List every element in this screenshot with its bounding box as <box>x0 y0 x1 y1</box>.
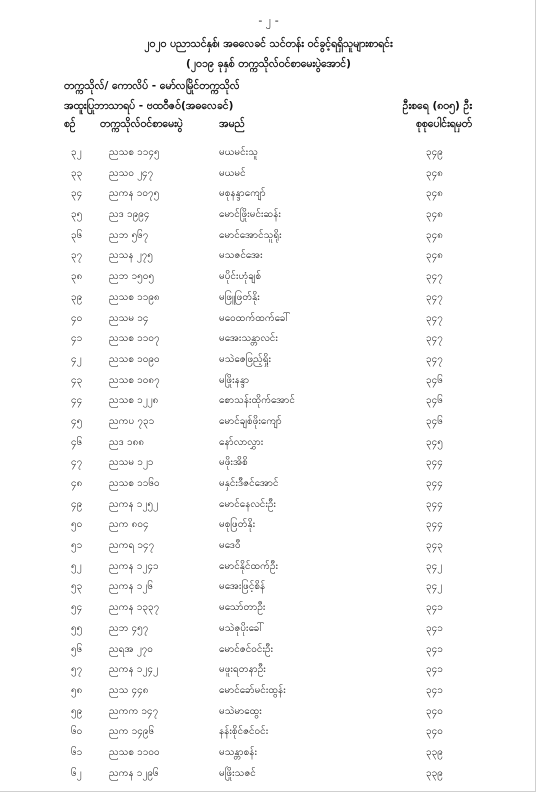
row-number: ၄၄ <box>71 395 83 407</box>
table-row <box>0 556 537 577</box>
student-name: မောင်ဇင်ဝင်းဦး <box>219 643 274 655</box>
roll-number: ညကန ၁၃၃၇ <box>109 602 160 614</box>
table-row <box>0 163 537 184</box>
row-number: ၄၇ <box>71 457 83 469</box>
row-number: ၄၁ <box>71 333 83 345</box>
total-score: ၃၄၄ <box>426 478 443 489</box>
results-table <box>0 142 537 783</box>
total-score: ၃၃၉ <box>426 767 443 779</box>
student-name: မောင်ဖြိုးမင်းဆန်း <box>219 209 281 221</box>
student-name: မသဲမာထွေး <box>219 705 262 717</box>
total-count-header: ဦးစရေ (၈၀၅) ဦး <box>402 100 472 112</box>
table-row <box>0 432 537 453</box>
row-number: ၅၄ <box>71 602 83 614</box>
row-number: ၃၇ <box>71 250 83 262</box>
student-name: မစုဖြတ်နိုး <box>219 519 256 531</box>
row-number: ၆၁ <box>71 746 83 758</box>
roll-number: ညကန ၁၂၆ <box>109 581 153 593</box>
student-name: မောင်အောင်သူရိုး <box>219 229 282 241</box>
total-score: ၃၄၁ <box>426 602 443 614</box>
total-score: ၃၄၁ <box>426 643 443 655</box>
table-row <box>0 390 537 411</box>
row-number: ၅၀ <box>71 519 83 531</box>
roll-number: ညသဝ ၂၄၇ <box>109 167 154 179</box>
row-number: ၃၈ <box>71 271 83 283</box>
table-row <box>0 349 537 370</box>
total-score: ၃၄၂ <box>426 560 443 572</box>
student-name: မောင်နိုင်ထက်ဦး <box>219 560 279 572</box>
table-row <box>0 183 537 204</box>
total-score: ၃၄၈ <box>426 229 443 241</box>
row-number: ၄၂ <box>71 353 82 365</box>
row-number: ၅၈ <box>71 684 83 696</box>
total-score: ၃၄၇ <box>426 271 443 283</box>
total-score: ၃၄၄ <box>426 457 443 469</box>
total-score: ၃၄၈ <box>426 188 443 200</box>
table-row <box>0 535 537 556</box>
roll-number: ညဘ ၁၅၀၅ <box>109 271 154 283</box>
table-row <box>0 308 537 329</box>
total-score: ၃၄၀ <box>426 705 443 717</box>
row-number: ၃၅ <box>71 209 83 221</box>
total-score: ၃၄၂ <box>426 581 443 593</box>
student-name: နော်လာလွှား <box>219 436 264 448</box>
roll-number: ညသစ ၁၁၀၇ <box>109 333 160 345</box>
row-number: ၅၃ <box>71 581 83 593</box>
roll-number: ညကန ၁၂၅၂ <box>109 498 158 510</box>
roll-number: ညရအ ၂၇၀ <box>109 643 153 655</box>
no-column-header: စဉ် <box>64 118 76 130</box>
roll-number: ညသမ ၁၂၁ <box>109 457 154 469</box>
row-number: ၄၆ <box>71 436 83 448</box>
table-row <box>0 287 537 308</box>
student-name: မဖြိုးနန္ဒာ <box>219 374 250 386</box>
row-number: ၃၃ <box>71 167 83 179</box>
row-number: ၄၈ <box>71 478 83 489</box>
student-name: မောင်ခော်မင်းထွန်း <box>219 684 286 696</box>
student-name: မသန္တာစန်း <box>219 746 257 758</box>
student-name: မနှင်းဒီဇင်အောင် <box>219 478 279 489</box>
table-row <box>0 411 537 432</box>
roll-number: ညသစ ၁၁၀၀ <box>109 746 160 758</box>
total-score: ၃၄၈ <box>426 209 443 221</box>
student-name: မသဲဇေဖြည့်ရှိုး <box>219 353 272 365</box>
table-row <box>0 659 537 680</box>
page-number: - ၂ - <box>258 14 279 27</box>
table-row <box>0 680 537 701</box>
student-name: မသဲဇုပိုးခေါ် <box>219 622 264 634</box>
total-score: ၃၄၇ <box>426 333 443 345</box>
roll-number: ညကက ၁၄၇ <box>109 705 159 717</box>
roll-number: ညသန ၂၇၅ <box>109 250 153 262</box>
roll-number: ညက ၈၀၄ <box>109 519 149 531</box>
total-score: ၃၄၈ <box>426 167 443 179</box>
student-name: မစုနန္ဒာကျော် <box>219 188 266 200</box>
roll-number: ညသစ ၁၁၉၈ <box>109 291 160 303</box>
table-row <box>0 142 537 163</box>
roll-number: ညဒ ၁၈၈ <box>109 436 145 448</box>
row-number: ၃၂ <box>71 147 82 158</box>
table-row <box>0 204 537 225</box>
row-number: ၃၉ <box>71 291 83 303</box>
roll-number: ညကန ၁၂၉၆ <box>109 767 159 779</box>
student-name: မဖူးရတနာဦး <box>219 664 266 676</box>
document-title: ၂၀၂၀ ပညာသင်နှစ်၊ အဓလေခင် သင်တန်း ဝင်ခွင့်ရရှိသူများစာရင်း <box>144 38 393 50</box>
table-row <box>0 245 537 266</box>
total-score: ၃၄၅ <box>426 436 443 448</box>
row-number: ၅၂ <box>71 560 82 572</box>
total-score: ၃၄၆ <box>426 415 443 427</box>
table-row <box>0 576 537 597</box>
total-score: ၃၄၆ <box>426 395 443 407</box>
student-name: မယမင် <box>219 167 246 179</box>
table-row <box>0 721 537 742</box>
table-row <box>0 370 537 391</box>
score-column-header: စုစုပေါင်းရမှတ် <box>415 118 472 130</box>
total-score: ၃၄၆ <box>426 374 443 386</box>
student-name: မဖြိုးသဇင် <box>219 767 256 779</box>
total-score: ၃၄၀ <box>426 726 443 738</box>
roll-number: ညသစ ၁၀၈၇ <box>109 374 160 386</box>
total-score: ၃၃၉ <box>426 746 443 758</box>
student-name: နန်းစိုင်ဇင်ဝင်း <box>219 726 269 738</box>
table-row <box>0 701 537 722</box>
name-column-header: အမည် <box>219 118 245 130</box>
student-name: မဖြူဖြတ်နိုး <box>219 291 260 303</box>
student-name: မဖိုးအိစိ <box>219 457 248 469</box>
total-score: ၃၄၇ <box>426 353 443 365</box>
total-score: ၃၄၉ <box>426 147 443 158</box>
student-name: မသဇင်အေး <box>219 250 263 262</box>
table-row <box>0 639 537 660</box>
row-number: ၃၆ <box>71 229 83 241</box>
row-number: ၄၀ <box>71 312 83 324</box>
table-row <box>0 514 537 535</box>
student-name: မပိုင်းဟုံချစ် <box>219 271 262 283</box>
row-number: ၅၆ <box>71 643 83 655</box>
roll-column-header: တက္ကသိုလ်ဝင်စာမေးပွဲ <box>100 118 183 130</box>
table-row <box>0 328 537 349</box>
roll-number: ညသစ ၁၀၉၀ <box>109 353 160 365</box>
row-number: ၅၅ <box>71 622 83 634</box>
roll-number: ညဒ ၁၉၉၄ <box>109 209 150 221</box>
total-score: ၃၄၁ <box>426 684 443 696</box>
row-number: ၄၃ <box>71 374 83 386</box>
table-row <box>0 266 537 287</box>
table-row <box>0 494 537 515</box>
student-name: စောသန်းထိုက်အောင် <box>219 395 295 407</box>
student-name: မသော်တာဦး <box>219 602 266 614</box>
roll-number: ညဘ ၄၅၇ <box>109 622 149 634</box>
row-number: ၃၄ <box>71 188 83 200</box>
student-name: မအေးဖြင့်စိန် <box>219 581 266 593</box>
student-name: မအေးသန္တာလင်း <box>219 333 278 345</box>
student-name: မဝေထက်ထက်ခေါ် <box>219 312 290 324</box>
student-name: မယမင်းသူ <box>219 147 258 158</box>
roll-number: ညကရ ၁၄၇ <box>109 540 155 552</box>
document-subtitle: (၂၀၁၉ ခုနှစ် တက္ကသိုလ်ဝင်စာမေးပွဲအောင်) <box>186 58 351 70</box>
row-number: ၅၉ <box>71 705 83 717</box>
roll-number: ညသစ ၁၂၂၈ <box>109 395 159 407</box>
student-name: မောင်နေလင်းဦး <box>219 498 276 510</box>
row-number: ၄၉ <box>71 498 83 510</box>
table-row <box>0 618 537 639</box>
table-row <box>0 225 537 246</box>
roll-number: ညကပ ၇၃၁ <box>109 415 155 427</box>
roll-number: ညသစ ၁၁၆၀ <box>109 478 160 489</box>
student-name: မဒေဝီ <box>219 540 241 552</box>
roll-number: ညသ ၄၄၈ <box>109 684 149 696</box>
total-score: ၃၄၇ <box>426 291 443 303</box>
total-score: ၃၄၈ <box>426 250 443 262</box>
student-name: မောင်ချစ်ဖိုးကျော် <box>219 415 282 427</box>
total-score: ၃၄၁ <box>426 664 443 676</box>
roll-number: ညသမ ၁၄ <box>109 312 149 324</box>
roll-number: ညက ၁၄၉၆ <box>109 726 155 738</box>
row-number: ၆၂ <box>71 767 82 779</box>
roll-number: ညကန ၁၂၄၁ <box>109 560 159 572</box>
total-score: ၃၄၁ <box>426 622 443 634</box>
roll-number: ညကန ၁၂၄၂ <box>109 664 158 676</box>
table-row <box>0 452 537 473</box>
university-label: တက္ကသိုလ်/ ကောလိပ် - မော်လမြိုင်တက္ကသိုလ် <box>64 80 240 92</box>
roll-number: ညဘ ၅၆၇ <box>109 229 149 241</box>
row-number: ၅၁ <box>71 540 83 552</box>
total-score: ၃၄၃ <box>426 540 443 552</box>
table-row <box>0 763 537 784</box>
total-score: ၃၄၇ <box>426 312 443 324</box>
major-label: အထူးပြုဘာသာရပ် - ဗထဝီဇဝ်(အဓလေခင်) <box>64 100 234 112</box>
roll-number: ညကန ၁၀၇၅ <box>109 188 160 200</box>
table-row <box>0 597 537 618</box>
roll-number: ညသစ ၁၁၄၅ <box>109 147 160 158</box>
total-score: ၃၄၄ <box>426 498 443 510</box>
total-score: ၃၄၄ <box>426 519 443 531</box>
row-number: ၄၅ <box>71 415 83 427</box>
row-number: ၆၀ <box>71 726 83 738</box>
table-row <box>0 473 537 494</box>
table-row <box>0 742 537 763</box>
row-number: ၅၇ <box>71 664 83 676</box>
